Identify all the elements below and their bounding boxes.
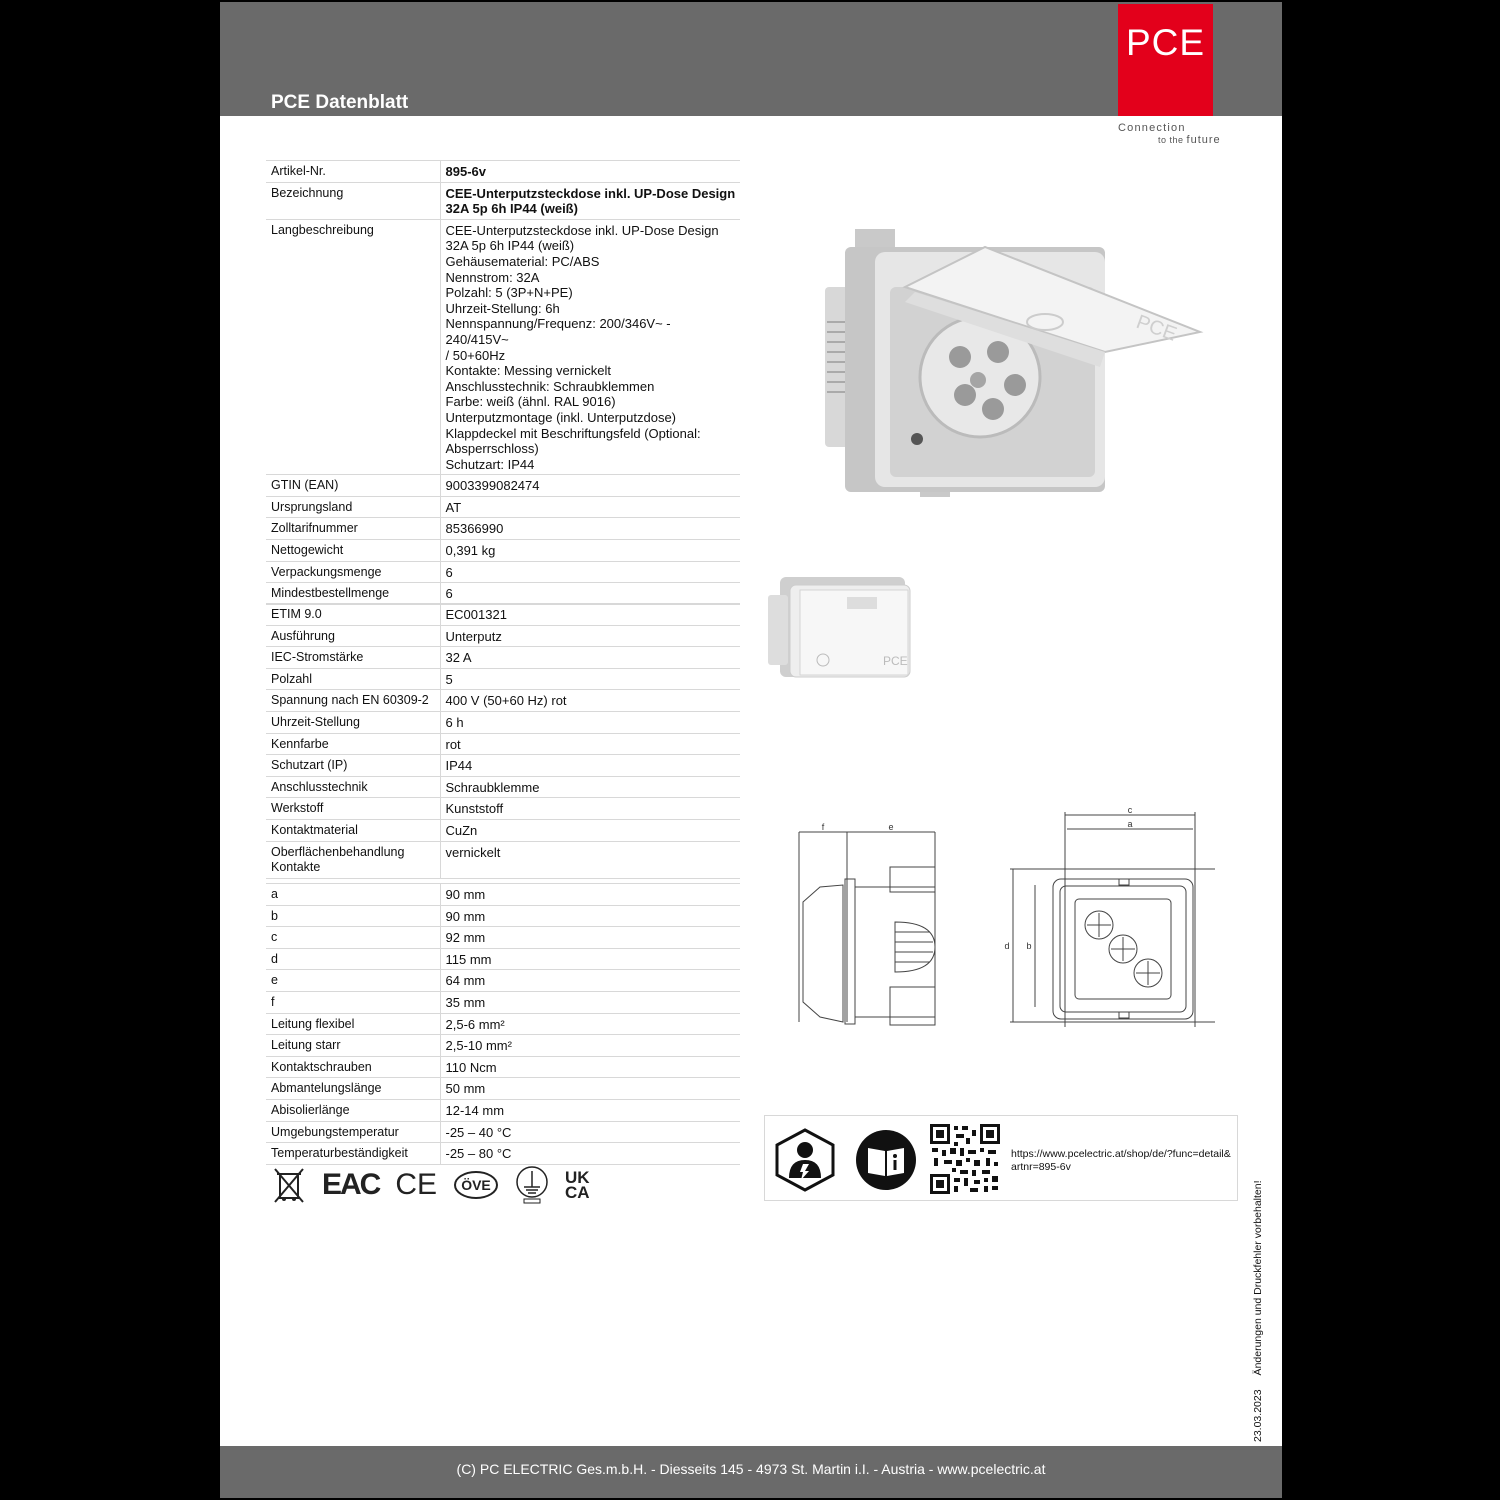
ukca-icon (565, 1170, 590, 1200)
ce-icon: CE (395, 1168, 438, 1201)
row-key: e (266, 970, 440, 992)
row-key: f (266, 991, 440, 1013)
row-value: 9003399082474 (440, 475, 740, 497)
table-row (266, 1121, 740, 1143)
row-value: 85366990 (440, 518, 740, 540)
row-value: 90 mm (440, 905, 740, 927)
row-value: 895-6v (440, 161, 740, 183)
tagline-future: future (1186, 134, 1221, 146)
row-value: 5 (440, 668, 740, 690)
table-row (266, 668, 740, 690)
eac-icon: EAC (322, 1168, 380, 1201)
row-key: d (266, 948, 440, 970)
row-key: Leitung starr (266, 1035, 440, 1057)
row-key: Polzahl (266, 668, 440, 690)
row-value: 32 A (440, 647, 740, 669)
row-value: 6 (440, 583, 740, 605)
row-key: IEC-Stromstärke (266, 647, 440, 669)
row-key: Spannung nach EN 60309-2 (266, 690, 440, 712)
tagline (1118, 122, 1221, 146)
row-value: -25 – 40 °C (440, 1121, 740, 1143)
row-key: Uhrzeit-Stellung (266, 711, 440, 733)
row-value: 6 (440, 561, 740, 583)
row-value: 90 mm (440, 884, 740, 906)
table-row (266, 733, 740, 755)
row-value: -25 – 80 °C (440, 1143, 740, 1165)
pce-logo (1118, 4, 1213, 116)
ukca-line-2: CA (565, 1183, 590, 1202)
table-row (266, 496, 740, 518)
tagline-to-the: to the (1158, 135, 1184, 145)
table-row (266, 475, 740, 497)
row-value: 92 mm (440, 927, 740, 949)
row-key: Kontaktmaterial (266, 819, 440, 841)
table-row (266, 1013, 740, 1035)
table-row (266, 161, 740, 183)
electrician-icon (773, 1128, 837, 1192)
row-value: 50 mm (440, 1078, 740, 1100)
row-value: rot (440, 733, 740, 755)
table-row (266, 819, 740, 841)
row-key: c (266, 927, 440, 949)
document-date: 23.03.2023 (1252, 1389, 1264, 1442)
row-value: 35 mm (440, 991, 740, 1013)
certification-icons (272, 1165, 590, 1205)
table-row (266, 690, 740, 712)
table-row (266, 927, 740, 949)
row-key: Bezeichnung (266, 182, 440, 219)
row-value: 6 h (440, 711, 740, 733)
row-value: AT (440, 496, 740, 518)
row-value: EC001321 (440, 604, 740, 626)
tagline-line-2 (1118, 134, 1221, 146)
row-key: Verpackungsmenge (266, 561, 440, 583)
ove-label: ÖVE (461, 1177, 491, 1193)
product-image-small (765, 575, 915, 685)
table-row (266, 1078, 740, 1100)
row-key: Schutzart (IP) (266, 755, 440, 777)
manual-info-icon (854, 1128, 918, 1192)
table-row (266, 884, 740, 906)
table-row (266, 1143, 740, 1165)
page-title: PCE Datenblatt (271, 92, 409, 113)
table-row (266, 647, 740, 669)
row-value: Kunststoff (440, 798, 740, 820)
row-key: ETIM 9.0 (266, 604, 440, 626)
tagline-line-1: Connection (1118, 122, 1186, 134)
row-key: a (266, 884, 440, 906)
table-row (266, 711, 740, 733)
row-key: GTIN (EAN) (266, 475, 440, 497)
lid-brand-mark: PCE (1133, 311, 1180, 346)
table-row (266, 776, 740, 798)
row-key: b (266, 905, 440, 927)
row-key: Abmantelungslänge (266, 1078, 440, 1100)
row-key: Kontaktschrauben (266, 1056, 440, 1078)
row-key: Nettogewicht (266, 540, 440, 562)
table-row (266, 970, 740, 992)
row-value: CEE-Unterputzsteckdose inkl. UP-Dose Design 32A 5p 6h IP44 (weiß) Gehäusematerial: PC/ABS Nennstrom: 32A Polzahl: 5 (3P+N+PE) Uhrzeit-Stellung: 6h Nennspannung/Frequenz: 200/346V~ - 240/415V~ / 50+60Hz Kontakte: Messing vernickelt Anschlusstechnik: Schraubklemmen Farbe: weiß (ähnl. RAL 9016) Unterputzmontage (inkl. Unterputzdose) Klappdeckel mit Beschriftungsfeld (Optional: Absperrschloss) Schutzart: IP44 (440, 219, 740, 475)
row-value: 110 Ncm (440, 1056, 740, 1078)
row-value: 2,5-10 mm² (440, 1035, 740, 1057)
row-key: Abisolierlänge (266, 1099, 440, 1121)
table-row (266, 219, 740, 475)
row-value: Schraubklemme (440, 776, 740, 798)
dimension-drawing (795, 807, 1235, 1032)
table-row (266, 518, 740, 540)
table-row (266, 798, 740, 820)
etim-table (266, 603, 740, 879)
table-row (266, 1056, 740, 1078)
dim-label-e: e (888, 822, 894, 832)
row-key: Temperaturbeständigkeit (266, 1143, 440, 1165)
dim-label-d: d (1004, 941, 1010, 951)
ove-icon (453, 1169, 499, 1201)
table-row (266, 182, 740, 219)
table-row (266, 948, 740, 970)
disclaimer: Änderungen und Druckfehler vorbehalten! (1252, 1180, 1264, 1376)
row-key: Artikel-Nr. (266, 161, 440, 183)
table-row (266, 540, 740, 562)
row-value: 64 mm (440, 970, 740, 992)
row-value: CuZn (440, 819, 740, 841)
table-row (266, 625, 740, 647)
row-value: 2,5-6 mm² (440, 1013, 740, 1035)
row-value: CEE-Unterputzsteckdose inkl. UP-Dose Design 32A 5p 6h IP44 (weiß) (440, 182, 740, 219)
side-note (1252, 1166, 1264, 1442)
table-row (266, 905, 740, 927)
row-key: Ursprungsland (266, 496, 440, 518)
table-row (266, 841, 740, 878)
row-key: Oberflächenbehandlung Kontakte (266, 841, 440, 878)
qr-code-icon[interactable] (930, 1124, 1000, 1194)
logo-text: PCE (1125, 22, 1206, 63)
row-key: Leitung flexibel (266, 1013, 440, 1035)
row-value: 0,391 kg (440, 540, 740, 562)
small-brand-mark: PCE (883, 654, 908, 668)
dim-label-c: c (1127, 807, 1133, 815)
dim-label-b: b (1026, 941, 1032, 951)
product-image-main (805, 227, 1205, 502)
weee-icon (272, 1166, 306, 1204)
row-key: Werkstoff (266, 798, 440, 820)
dimensions-table (266, 883, 740, 1165)
row-value: 400 V (50+60 Hz) rot (440, 690, 740, 712)
row-key: Langbeschreibung (266, 219, 440, 475)
earth-icon (515, 1165, 549, 1205)
row-value: Unterputz (440, 625, 740, 647)
table-row (266, 561, 740, 583)
row-value: IP44 (440, 755, 740, 777)
table-row (266, 604, 740, 626)
table-row (266, 991, 740, 1013)
ukca-line-1: UK (565, 1168, 590, 1187)
datasheet-page (220, 2, 1282, 1498)
row-key: Anschlusstechnik (266, 776, 440, 798)
info-box (764, 1115, 1238, 1201)
table-row (266, 755, 740, 777)
row-key: Ausführung (266, 625, 440, 647)
row-key: Umgebungstemperatur (266, 1121, 440, 1143)
table-row (266, 1099, 740, 1121)
table-row (266, 1035, 740, 1057)
dim-label-a: a (1127, 819, 1133, 829)
row-key: Zolltarifnummer (266, 518, 440, 540)
footer-text: (C) PC ELECTRIC Ges.m.b.H. - Diesseits 145 - 4973 St. Martin i.I. - Austria - www.pcelectric.at (456, 1461, 1046, 1477)
row-value: vernickelt (440, 841, 740, 878)
header-bar (220, 2, 1282, 116)
row-value: 12-14 mm (440, 1099, 740, 1121)
product-url[interactable]: https://www.pcelectric.at/shop/de/?func=detail&artnr=895-6v (1011, 1148, 1231, 1173)
footer-bar (220, 1446, 1282, 1498)
row-value: 115 mm (440, 948, 740, 970)
product-table (266, 160, 740, 605)
dim-label-f: f (821, 822, 825, 832)
row-key: Kennfarbe (266, 733, 440, 755)
table-row (266, 583, 740, 605)
row-key: Mindestbestellmenge (266, 583, 440, 605)
